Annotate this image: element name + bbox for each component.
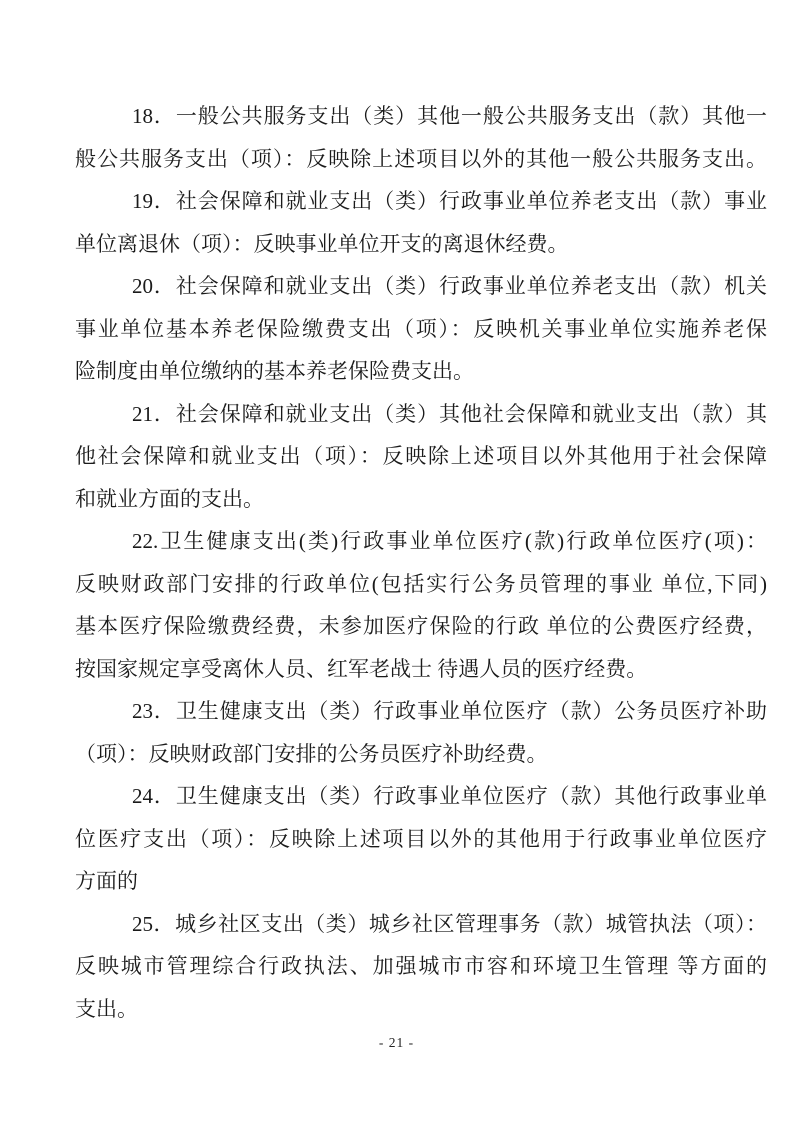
text-line: 和就业方面的支出。 [75, 486, 264, 511]
text-line: 18．一般公共服务支出（类）其他一般公共服务支出（款）其他一 [132, 104, 767, 128]
paragraph-item-22 [75, 520, 767, 690]
page-number: - 21 - [378, 1035, 415, 1050]
text-line: 24．卫生健康支出（类）行政事业单位医疗（款）其他行政事业单 [132, 784, 767, 808]
paragraph-item-21 [75, 393, 767, 521]
text-line: （项）：反映财政部门安排的公务员医疗补助经费。 [75, 741, 548, 766]
text-line: 单位离退休（项）：反映事业单位开支的离退休经费。 [75, 231, 569, 256]
text-line: 按国家规定享受离休人员、红军老战士 待遇人员的医疗经费。 [75, 656, 648, 681]
text-line: 位医疗支出（项）：反映除上述项目以外的其他用于行政事业单位医疗 [75, 826, 767, 851]
text-line: 19．社会保障和就业支出（类）行政事业单位养老支出（款）事业 [132, 189, 767, 213]
text-line: 般公共服务支出（项）：反映除上述项目以外的其他一般公共服务支出。 [75, 146, 767, 171]
text-line: 反映财政部门安排的行政单位(包括实行公务员管理的事业 单位,下同) [75, 571, 767, 596]
text-line: 20．社会保障和就业支出（类）行政事业单位养老支出（款）机关 [132, 274, 767, 298]
text-line: 他社会保障和就业支出（项）：反映除上述项目以外其他用于社会保障 [75, 444, 767, 468]
paragraph-item-19 [75, 180, 767, 265]
paragraph-item-23 [75, 690, 767, 775]
paragraph-item-20 [75, 265, 767, 393]
paragraph-item-24 [75, 775, 767, 903]
text-line: 险制度由单位缴纳的基本养老保险费支出。 [75, 359, 474, 383]
text-line: 事业单位基本养老保险缴费支出（项）：反映机关事业单位实施养老保 [75, 316, 767, 341]
paragraph-item-18 [75, 95, 767, 180]
paragraph-item-25 [75, 903, 767, 1031]
text-line: 25．城乡社区支出（类）城乡社区管理事务（款）城管执法（项）： [132, 911, 767, 936]
text-line: 23．卫生健康支出（类）行政事业单位医疗（款）公务员医疗补助 [132, 699, 767, 723]
text-line: 反映城市管理综合行政执法、加强城市市容和环境卫生管理 等方面的 [75, 954, 767, 978]
text-line: 22.卫生健康支出(类)行政事业单位医疗(款)行政单位医疗(项)： [132, 529, 767, 553]
text-line: 基本医疗保险缴费经费，未参加医疗保险的行政 单位的公费医疗经费， [75, 614, 767, 638]
text-line: 支出。 [75, 996, 138, 1021]
document-body [75, 95, 767, 1030]
text-line: 方面的 [75, 869, 138, 893]
text-line: 21．社会保障和就业支出（类）其他社会保障和就业支出（款）其 [132, 401, 767, 426]
